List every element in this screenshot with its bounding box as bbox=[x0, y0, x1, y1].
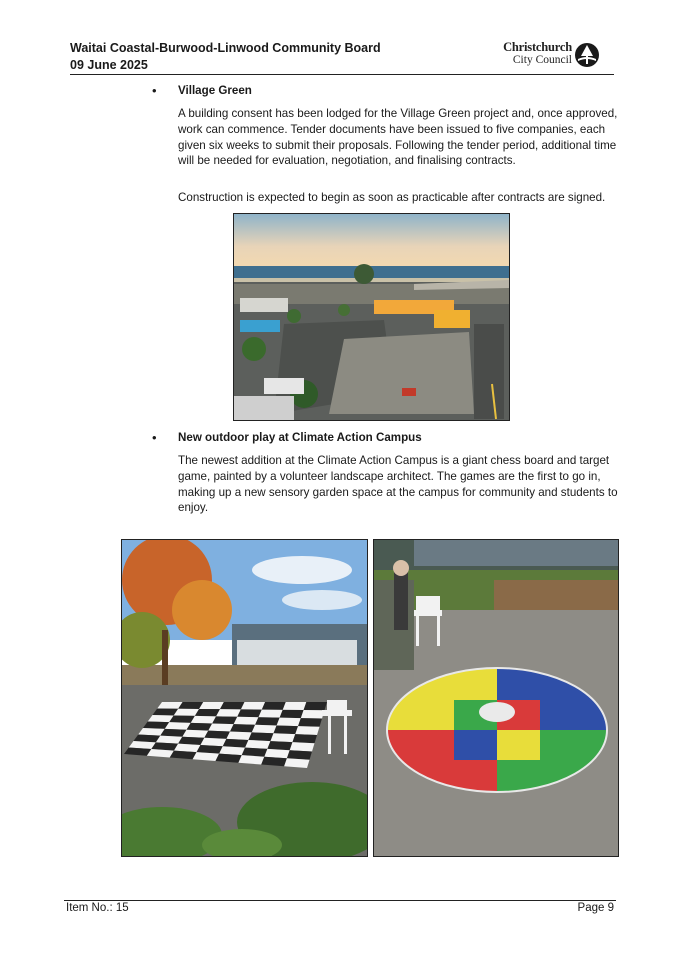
section-title: New outdoor play at Climate Action Campus bbox=[178, 431, 422, 444]
header-divider bbox=[70, 74, 614, 75]
section-paragraph: Construction is expected to begin as soon as practicable after contracts are signed. bbox=[178, 191, 606, 204]
section-paragraph: A building consent has been lodged for the Village Green project and, once approved, work can commence. Tender documents have been issued to five companies, each given six weeks to submit their proposals. Following the tender period, additional time will be needed for evaluation, negotiation, and finalising contracts. bbox=[178, 107, 618, 168]
page-number: Page 9 bbox=[577, 902, 614, 914]
footer-divider bbox=[64, 900, 616, 901]
council-logo bbox=[498, 41, 602, 69]
bullet: • bbox=[152, 83, 157, 98]
bullet: • bbox=[152, 430, 157, 445]
board-name: Waitai Coastal-Burwood-Linwood Community Board bbox=[70, 41, 381, 55]
item-number: Item No.: 15 bbox=[66, 902, 129, 914]
target-game-photo bbox=[373, 539, 619, 857]
logo-line-1: Christchurch bbox=[503, 40, 572, 54]
section-paragraph: The newest addition at the Climate Action Campus is a giant chess board and target game, painted by a volunteer landscape architect. The games are the first to go in, making up a new sensory garden space at the campus for community and students to enjoy. bbox=[178, 454, 618, 515]
meeting-date: 09 June 2025 bbox=[70, 58, 148, 72]
logo-line-2: City Council bbox=[512, 54, 572, 66]
village-green-aerial-photo bbox=[233, 213, 510, 421]
section-title: Village Green bbox=[178, 84, 252, 97]
council-emblem-icon bbox=[574, 42, 600, 68]
chess-board-photo bbox=[121, 539, 368, 857]
